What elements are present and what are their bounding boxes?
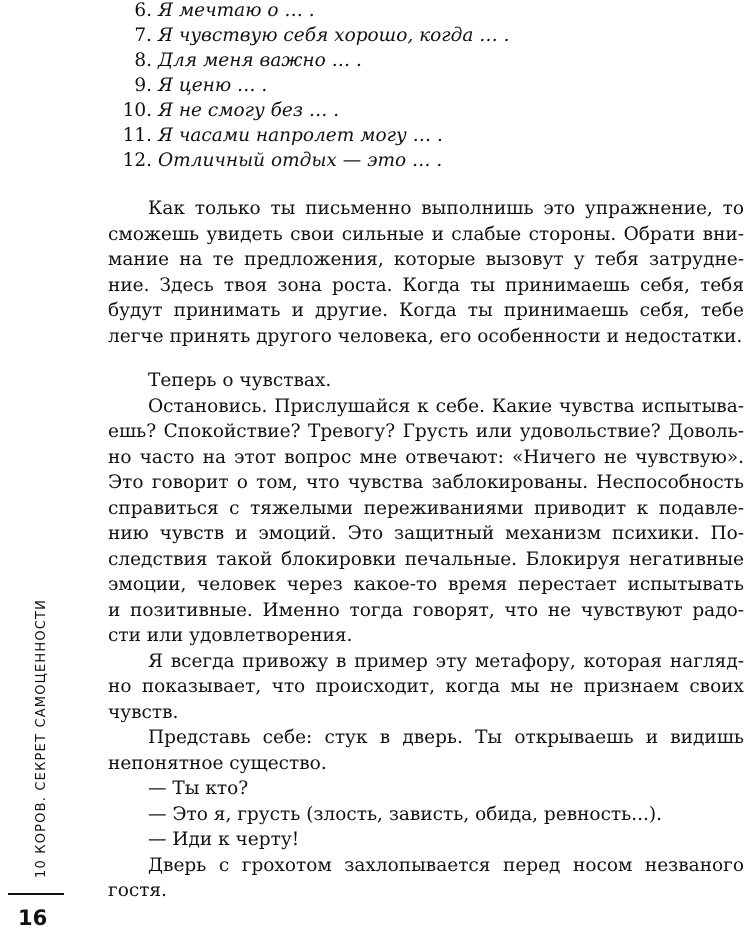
list-item-number: 10. [122,100,152,121]
list-item-number: 11. [122,125,152,146]
running-title: 10 КОРОВ. СЕКРЕТ САМОЦЕННОСТИ [34,598,49,878]
text-line: Остановись. Прислушайся к себе. Какие чувства испытыва- [148,395,744,417]
text-line: следствия такой блокировки печальные. Блокируя негативные [108,548,744,570]
text-line: но часто на этот вопрос мне отвечают: «Ничего не чувствую». [108,446,744,468]
page-number: 16 [18,906,48,930]
dialogue-line: — Это я, грусть (злость, зависть, обида, ревность...). [148,803,662,825]
list-item-text: Я чувствую себя хорошо, когда … . [158,25,510,46]
list-item [108,74,267,98]
text-line: ешь? Спокойствие? Тревогу? Грусть или удовольствие? Доволь- [108,421,744,442]
text-line: Как только ты письменно выполнишь это упражнение, то [148,198,744,219]
text-line: чувств. [108,701,179,723]
list-item-text: Я ценю … . [158,75,268,96]
list-item [108,99,339,123]
text-line: Теперь о чувствах. [148,370,332,391]
list-item [108,24,510,48]
text-line: мание на те предложения, которые вызовут у тебя затрудне- [108,249,744,270]
list-item-text: Я часами напролет могу … . [158,125,443,146]
text-line: нию чувств и эмоций. Это защитный механизм психики. По- [108,523,744,544]
list-item-number: 6. [134,0,152,21]
text-line: справиться с тяжелыми переживаниями приводит к подавле- [108,497,744,519]
text-line: Это говорит о том, что чувства заблокированы. Неспособность [108,472,744,493]
list-item [108,124,443,148]
text-line: и позитивные. Именно тогда говорят, что не чувствуют радо- [108,599,744,621]
text-line: Я всегда привожу в пример эту метафору, которая нагляд- [148,650,744,672]
list-item-text: Отличный отдых — это … . [158,150,443,171]
list-item [108,0,315,23]
list-item-text: Я не смогу без … . [158,100,340,121]
text-line: Дверь с грохотом захлопывается перед носом незваного [148,854,744,876]
text-line: сможешь увидеть свои сильные и слабые стороны. Обрати вни- [108,223,744,245]
list-item-number: 8. [134,50,152,71]
dialogue-line: — Иди к черту! [148,829,300,850]
page-margin [0,0,60,941]
footer-rule [8,893,64,895]
list-item-number: 12. [122,150,152,171]
text-line: гостя. [108,880,167,901]
text-line: сти или удовлетворения. [108,625,353,646]
text-line: ние. Здесь твоя зона роста. Когда ты принимаешь себя, тебя [108,274,744,296]
text-line: непонятное существо. [108,752,327,774]
list-item-number: 7. [134,25,152,46]
text-line: но показывает, что происходит, когда мы не признаем своих [108,676,744,697]
list-item-number: 9. [134,75,152,96]
text-line: будут принимать и другие. Когда ты принимаешь себя, тебе [108,300,744,321]
list-item [108,49,362,73]
text-line: легче принять другого человека, его особенности и недостатки. [108,325,743,347]
dialogue-line: — Ты кто? [148,778,249,799]
paragraph-feelings [108,368,744,904]
text-line: Представь себе: стук в дверь. Ты открываешь и видишь [148,727,744,748]
text-line: эмоции, человек через какое-то время перестает испытывать [108,574,744,595]
paragraph-self-acceptance [108,196,744,349]
list-item-text: Для меня важно … . [158,50,362,71]
list-item-text: Я мечтаю о … . [158,0,315,21]
list-item [108,149,442,173]
